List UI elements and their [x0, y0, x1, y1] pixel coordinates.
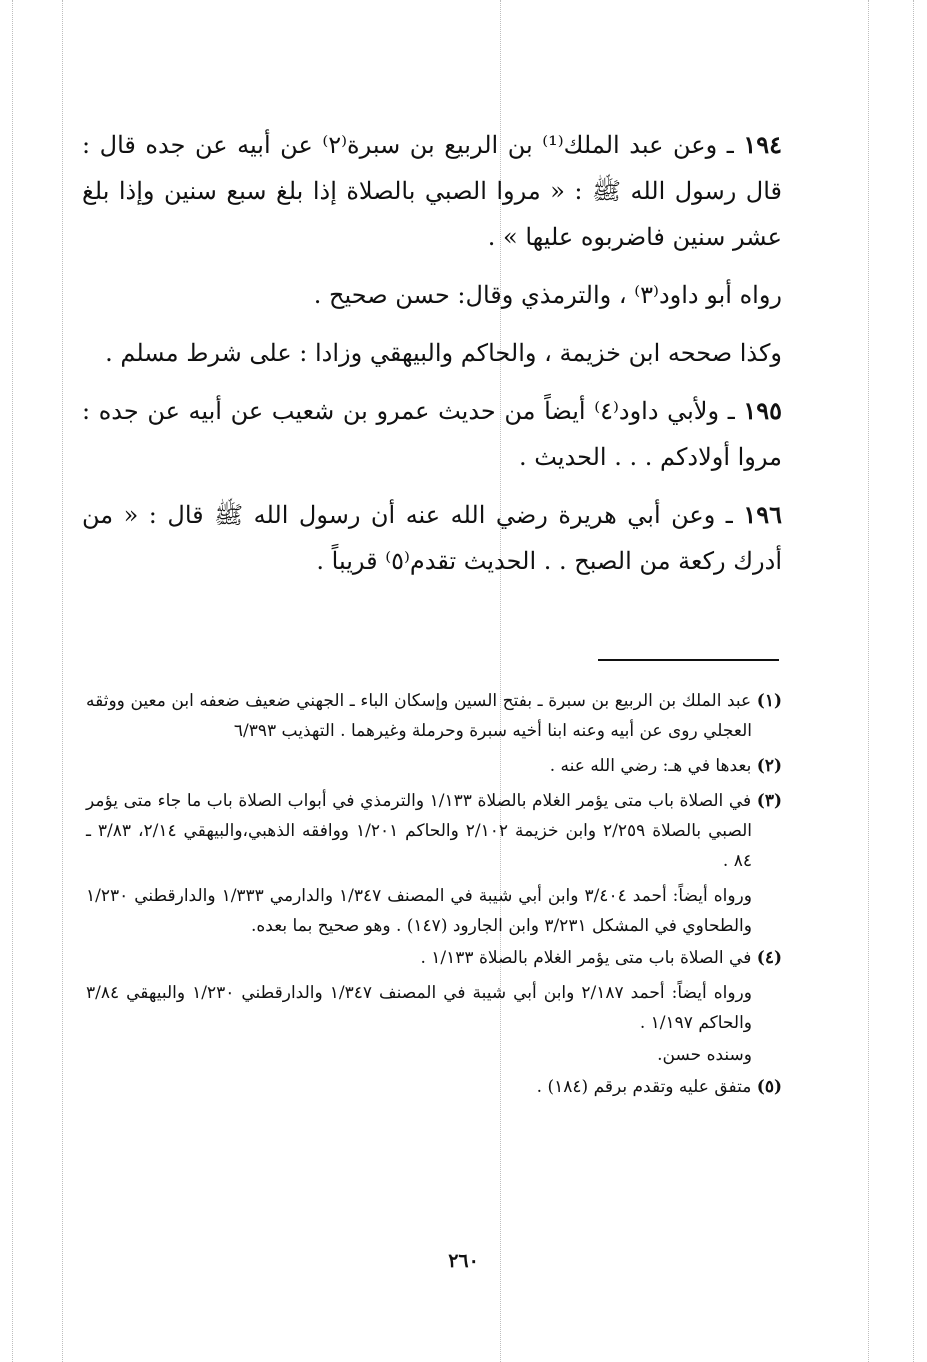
main-text	[82, 122, 782, 596]
hadith-text: وكذا صححه ابن خزيمة ، والحاكم والبيهقي وزادا : على شرط مسلم .	[105, 339, 782, 367]
hadith-paragraph	[82, 122, 782, 260]
hadith-paragraph	[82, 272, 782, 318]
footnote-continuation	[86, 881, 782, 941]
footnote-separator	[598, 659, 779, 661]
footnote-text: ورواه أيضاً: أحمد ٣/٤٠٤ وابن أبي شيبة في المصنف ١/٣٤٧ والدارمي ١/٣٣٣ والدارقطني ١/٢٣٠ والطحاوي في المشكل ٣/٢٣١ وابن الجارود (١٤٧) . وهو صحيح بما بعده.	[86, 886, 752, 936]
footnote-text: في الصلاة باب متى يؤمر الغلام بالصلاة ١/١٣٣ والترمذي في أبواب الصلاة باب ما جاء متى يؤمر الصبي بالصلاة ٢/٢٥٩ وابن خزيمة ٢/١٠٢ والحاكم ١/٢٠١ ووافقه الذهبي،والبيهقي ٢/١٤، ٣/٨٣ ـ ٨٤ .	[86, 791, 757, 871]
hadith-text: ـ وعن عبد الملك⁽¹⁾ بن الربيع بن سبرة⁽٢⁾ عن أبيه عن جده قال : قال رسول الله ﷺ : « مروا الصبي بالصلاة إذا بلغ سبع سنين وإذا بلغ عشر سنين فاضربوه عليها » .	[82, 131, 782, 251]
hadith-number: ١٩٦	[743, 500, 782, 529]
hadith-paragraph	[82, 492, 782, 584]
scan-guide-line	[12, 0, 14, 1362]
footnote-label: (٣)	[756, 791, 782, 811]
hadith-paragraph	[82, 388, 782, 480]
footnote	[86, 943, 782, 973]
footnote	[86, 751, 782, 781]
page-number: ٢٦٠	[448, 1250, 479, 1272]
footnote-text: عبد الملك بن الربيع بن سبرة ـ بفتح السين وإسكان الباء ـ الجهني ضعيف ضعفه ابن معين ووثقه العجلي روى عن أبيه وعنه ابنا أخيه سبرة وحرملة وغيرهما . التهذيب ٦/٣٩٣	[86, 691, 757, 741]
hadith-text: ـ وعن أبي هريرة رضي الله عنه أن رسول الله ﷺ قال : « من أدرك ركعة من الصبح . . الحديث تقدم⁽٥⁾ قريباً .	[82, 501, 782, 575]
hadith-number: ١٩٤	[743, 130, 782, 159]
footnotes	[86, 686, 782, 1107]
hadith-paragraph	[82, 330, 782, 376]
footnote-text: ورواه أيضاً: أحمد ٢/١٨٧ وابن أبي شيبة في المصنف ١/٣٤٧ والدارقطني ١/٢٣٠ والبيهقي ٣/٨٤ والحاكم ١/١٩٧ .	[86, 983, 752, 1033]
scan-guide-line	[913, 0, 915, 1362]
footnote-continuation	[86, 1040, 782, 1070]
footnote-text: بعدها في هـ: رضي الله عنه .	[549, 756, 757, 776]
footnote-label: (١)	[756, 691, 782, 711]
hadith-number: ١٩٥	[743, 396, 783, 425]
footnote-label: (٢)	[756, 756, 782, 776]
footnote	[86, 686, 782, 746]
footnote-text: متفق عليه وتقدم برقم (١٨٤) .	[536, 1077, 757, 1097]
scan-guide-line	[868, 0, 870, 1362]
scan-guide-line	[62, 0, 64, 1362]
footnote-text: في الصلاة باب متى يؤمر الغلام بالصلاة ١/١٣٣ .	[420, 948, 757, 968]
footnote	[86, 1072, 782, 1102]
footnote-label: (٥)	[756, 1077, 782, 1097]
hadith-text: ـ ولأبي داود⁽٤⁾ أيضاً من حديث عمرو بن شعيب عن أبيه عن جده : مروا أولادكم . . . الحديث .	[82, 397, 782, 471]
footnote-continuation	[86, 978, 782, 1038]
hadith-text: رواه أبو داود⁽٣⁾ ، والترمذي وقال: حسن صحيح .	[313, 281, 782, 309]
footnote-text: وسنده حسن.	[657, 1045, 752, 1065]
footnote-label: (٤)	[756, 948, 782, 968]
footnote	[86, 786, 782, 876]
